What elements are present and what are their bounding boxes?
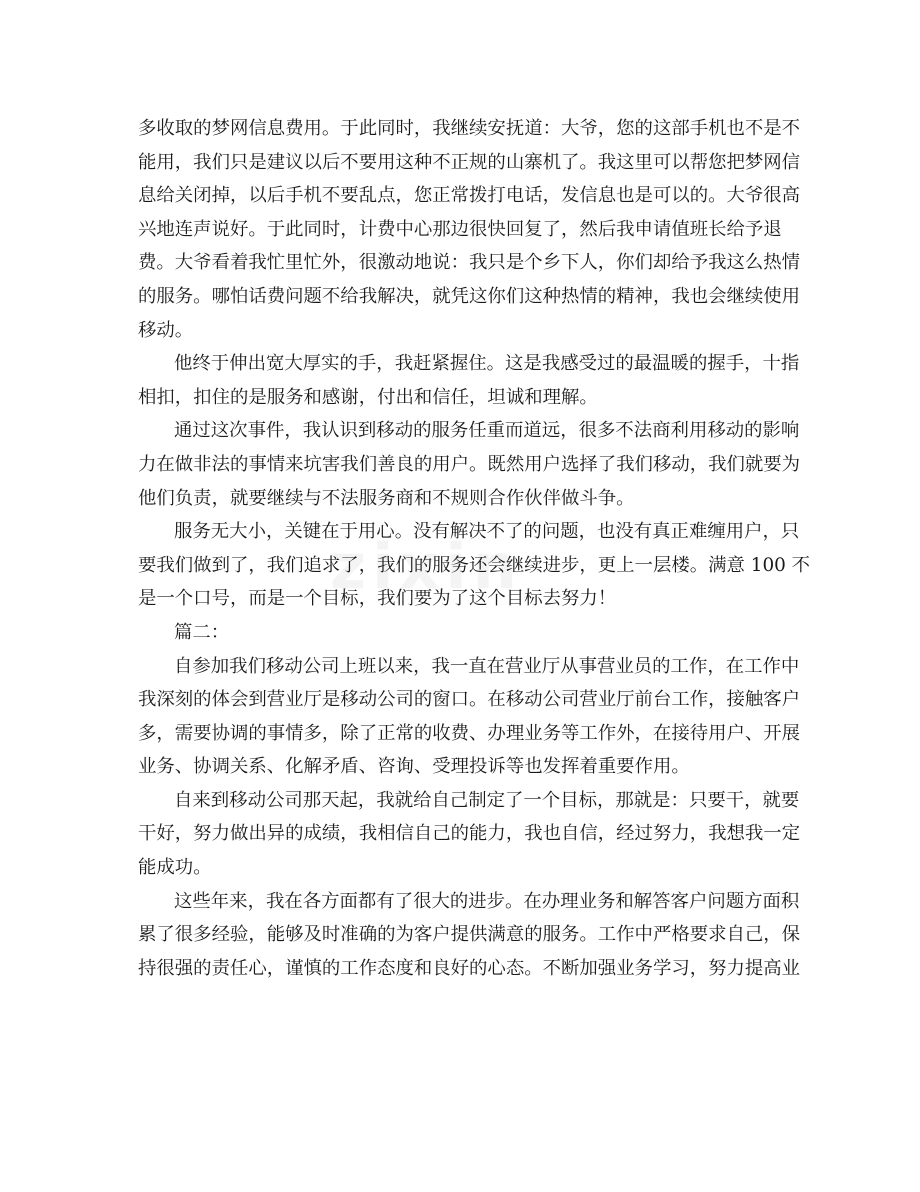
text-line: 费。大爷看着我忙里忙外，很激动地说：我只是个乡下人，你们却给予我这么热情 bbox=[138, 252, 801, 274]
text-line: 他终于伸出宽大厚实的手，我赶紧握住。这是我感受过的最温暖的握手，十指 bbox=[174, 353, 800, 375]
text-line: 多，需要协调的事情多，除了正常的收费、办理业务等工作外，在接待用户、开展 bbox=[138, 722, 801, 744]
text-line: 要我们做到了，我们追求了，我们的服务还会继续进步，更上一层楼。满意 100 不 bbox=[138, 554, 811, 576]
text-line: 干好，努力做出异的成绩，我相信自己的能力，我也自信，经过努力，我想我一定 bbox=[138, 823, 801, 845]
text-line: 是一个口号，而是一个目标，我们要为了这个目标去努力！ bbox=[138, 588, 617, 610]
text-line: 的服务。哪怕话费问题不给我解决，就凭这你们这种热情的精神，我也会继续使用 bbox=[138, 285, 801, 307]
text-line: 移动。 bbox=[138, 319, 194, 341]
text-line: 能成功。 bbox=[138, 857, 212, 879]
text-line: 服务无大小，关键在于用心。没有解决不了的问题，也没有真正难缠用户，只 bbox=[174, 521, 800, 543]
text-line: 持很强的责任心，谨慎的工作态度和良好的心态。不断加强业务学习，努力提高业 bbox=[138, 957, 801, 979]
text-line: 篇二： bbox=[174, 621, 230, 643]
text-line: 他们负责，就要继续与不法服务商和不规则合作伙伴做斗争。 bbox=[138, 487, 635, 509]
watermark: zixin bbox=[330, 530, 523, 603]
text-line: 这些年来，我在各方面都有了很大的进步。在办理业务和解答客户问题方面积 bbox=[174, 890, 800, 912]
text-line: 多收取的梦网信息费用。于此同时，我继续安抚道：大爷，您的这部手机也不是不 bbox=[138, 118, 801, 139]
text-line: 通过这次事件，我认识到移动的服务任重而道远，很多不法商利用移动的影响 bbox=[174, 420, 800, 442]
text-line: 息给关闭掉，以后手机不要乱点，您正常拨打电话，发信息也是可以的。大爷很高 bbox=[138, 185, 801, 207]
text-line: 自参加我们移动公司上班以来，我一直在营业厅从事营业员的工作，在工作中 bbox=[174, 655, 800, 677]
text-line: 自来到移动公司那天起，我就给自己制定了一个目标，那就是：只要干，就要 bbox=[174, 789, 800, 811]
text-line: 力在做非法的事情来坑害我们善良的用户。既然用户选择了我们移动，我们就要为 bbox=[138, 453, 801, 475]
text-line: 兴地连声说好。于此同时，计费中心那边很快回复了，然后我申请值班长给予退 bbox=[138, 218, 782, 240]
text-line: 业务、协调关系、化解矛盾、咨询、受理投诉等也发挥着重要作用。 bbox=[138, 756, 690, 778]
text-line: 累了很多经验，能够及时准确的为客户提供满意的服务。工作中严格要求自己，保 bbox=[138, 924, 801, 946]
text-line: 能用，我们只是建议以后不要用这种不正规的山寨机了。我这里可以帮您把梦网信 bbox=[138, 151, 801, 173]
text-line: 相扣，扣住的是服务和感谢，付出和信任，坦诚和理解。 bbox=[138, 386, 598, 408]
text-line: 我深刻的体会到营业厅是移动公司的窗口。在移动公司营业厅前台工作，接触客户 bbox=[138, 689, 801, 711]
document-body bbox=[138, 112, 811, 985]
